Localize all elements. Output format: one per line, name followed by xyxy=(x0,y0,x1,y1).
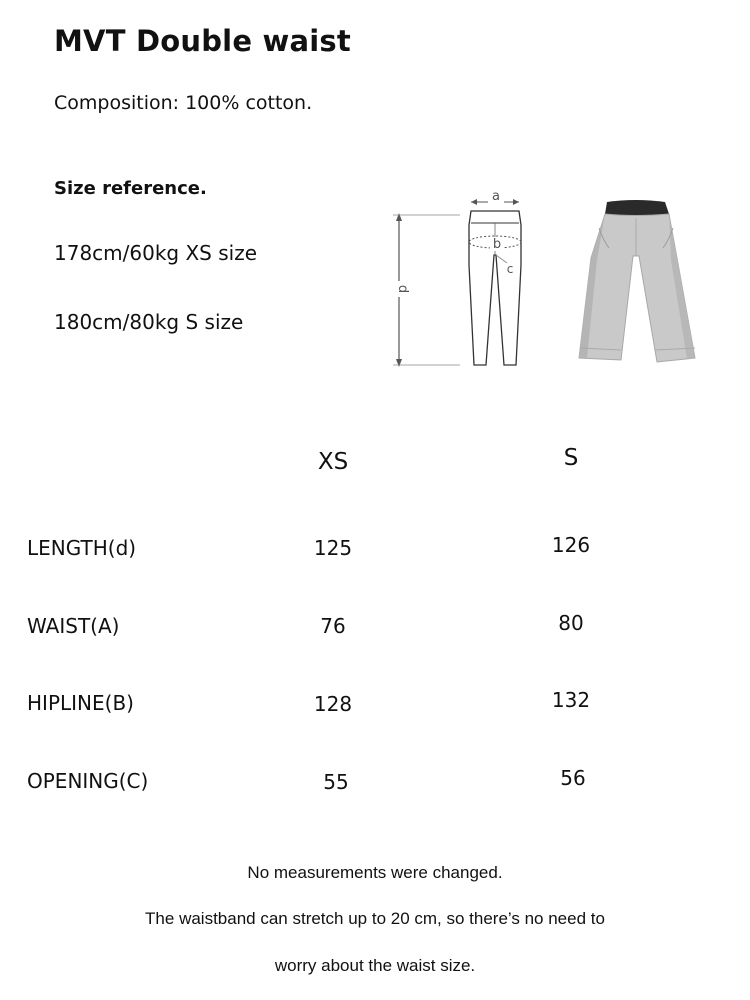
cell-length-xs: 125 xyxy=(313,536,353,560)
diagram-label-c: c xyxy=(506,262,514,276)
product-title: MVT Double waist xyxy=(54,24,351,58)
row-label-opening: OPENING(C) xyxy=(27,769,149,793)
row-label-waist: WAIST(A) xyxy=(27,614,120,638)
note-waistband-line2: worry about the waist size. xyxy=(274,956,476,975)
column-header-s: S xyxy=(563,445,579,471)
pants-measurement-diagram xyxy=(385,185,535,375)
note-waistband-line1: The waistband can stretch up to 20 cm, so there’s no need to xyxy=(145,909,605,928)
size-reference-xs: 178cm/60kg XS size xyxy=(54,241,258,265)
cell-hipline-s: 132 xyxy=(551,688,591,712)
note-measurements: No measurements were changed. xyxy=(247,863,503,882)
diagram-label-d: d xyxy=(395,284,410,294)
cell-hipline-xs: 128 xyxy=(313,692,353,716)
diagram-label-b: b xyxy=(492,237,502,252)
cell-opening-s: 56 xyxy=(560,766,586,790)
row-label-length: LENGTH(d) xyxy=(27,536,137,560)
cell-length-s: 126 xyxy=(551,533,591,557)
column-header-xs: XS xyxy=(317,449,349,475)
cell-waist-xs: 76 xyxy=(320,614,346,638)
size-reference-s: 180cm/80kg S size xyxy=(54,310,244,334)
diagram-label-a: a xyxy=(492,189,500,204)
product-pants-image xyxy=(575,198,700,368)
size-reference-heading: Size reference. xyxy=(54,178,207,199)
cell-opening-xs: 55 xyxy=(323,770,349,794)
composition-text: Composition: 100% cotton. xyxy=(54,92,313,114)
cell-waist-s: 80 xyxy=(558,611,584,635)
row-label-hipline: HIPLINE(B) xyxy=(27,691,134,715)
